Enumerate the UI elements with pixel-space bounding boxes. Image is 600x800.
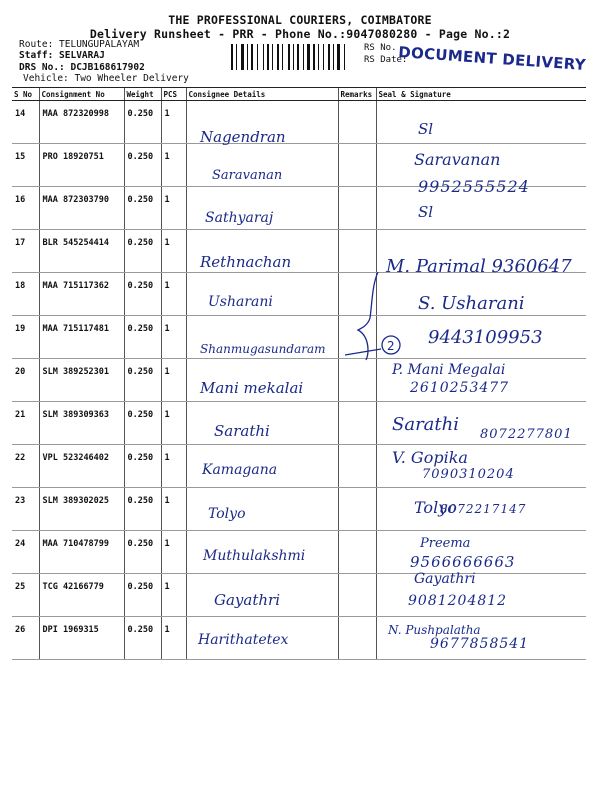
weight-cell: 0.250: [124, 144, 161, 187]
staff-label: Staff: SELVARAJ: [19, 50, 105, 61]
handwritten-consignee: Rethnachan: [200, 253, 292, 271]
handwritten-signature: M. Parimal 9360647: [386, 256, 572, 277]
col-weight: Weight: [124, 88, 161, 101]
handwritten-phone: 8072277801: [480, 427, 573, 442]
handwritten-consignee: Harithatetex: [198, 632, 289, 648]
handwritten-signature: Tolyo: [414, 498, 457, 517]
pcs-cell: 1: [161, 488, 186, 531]
pcs-cell: 1: [161, 402, 186, 445]
handwritten-signature: S. Usharani: [418, 293, 525, 314]
weight-cell: 0.250: [124, 574, 161, 617]
handwritten-consignee: Mani mekalai: [200, 379, 304, 397]
pcs-cell: 1: [161, 531, 186, 574]
sno-cell: 22: [12, 445, 39, 488]
sno-cell: 21: [12, 402, 39, 445]
route-label: Route: TELUNGUPALAYAM: [19, 39, 140, 50]
consignment-cell: MAA 715117481: [39, 316, 124, 359]
sno-cell: 17: [12, 230, 39, 273]
sno-cell: 19: [12, 316, 39, 359]
weight-cell: 0.250: [124, 101, 161, 144]
bracket-stroke: [358, 272, 378, 360]
consignment-cell: SLM 389309363: [39, 402, 124, 445]
handwritten-signature: Sl: [418, 120, 434, 138]
document-delivery-stamp: DOCUMENT DELIVERY: [397, 43, 587, 75]
sno-cell: 23: [12, 488, 39, 531]
pcs-cell: 1: [161, 187, 186, 230]
handwritten-phone: 9677858541: [430, 636, 530, 652]
handwritten-signature: P. Mani Megalai: [392, 362, 506, 378]
handwritten-consignee: Saravanan: [212, 168, 283, 183]
pcs-cell: 1: [161, 316, 186, 359]
consignment-cell: BLR 545254414: [39, 230, 124, 273]
rs-date-label: RS Date:: [364, 55, 408, 65]
handwritten-phone: 7090310204: [422, 467, 515, 482]
handwritten-signature: Preema: [420, 536, 471, 551]
consignment-cell: SLM 389252301: [39, 359, 124, 402]
col-remarks: Remarks: [338, 88, 376, 101]
circled-number: 2: [387, 339, 395, 353]
weight-cell: 0.250: [124, 488, 161, 531]
col-signature: Seal & Signature: [376, 88, 586, 101]
handwritten-consignee: Kamagana: [202, 462, 278, 478]
sno-cell: 15: [12, 144, 39, 187]
handwritten-consignee: Gayathri: [214, 591, 280, 609]
connector-stroke: [345, 349, 381, 355]
handwritten-phone: 8072217147: [440, 502, 527, 516]
pcs-cell: 1: [161, 230, 186, 273]
handwritten-signature: Saravanan: [414, 150, 501, 169]
handwritten-signature: Sl: [418, 203, 434, 221]
weight-cell: 0.250: [124, 359, 161, 402]
consignment-cell: TCG 42166779: [39, 574, 124, 617]
consignment-cell: MAA 710478799: [39, 531, 124, 574]
sno-cell: 25: [12, 574, 39, 617]
sno-cell: 18: [12, 273, 39, 316]
col-sno: S No: [12, 88, 39, 101]
sno-cell: 20: [12, 359, 39, 402]
weight-cell: 0.250: [124, 230, 161, 273]
handwritten-phone: 2610253477: [410, 380, 510, 396]
weight-cell: 0.250: [124, 316, 161, 359]
handwritten-consignee: Tolyo: [208, 506, 246, 522]
handwritten-consignee: Usharani: [208, 294, 273, 310]
handwritten-phone: 9081204812: [408, 593, 508, 609]
pcs-cell: 1: [161, 101, 186, 144]
weight-cell: 0.250: [124, 617, 161, 660]
drs-label: DRS No.: DCJB168617902: [19, 62, 145, 73]
sno-cell: 24: [12, 531, 39, 574]
handwritten-phone: 9566666663: [410, 553, 516, 571]
handwritten-signature: 9443109953: [428, 327, 543, 348]
consignment-cell: MAA 715117362: [39, 273, 124, 316]
weight-cell: 0.250: [124, 402, 161, 445]
handwritten-consignee: Muthulakshmi: [203, 548, 306, 564]
consignment-cell: MAA 872303790: [39, 187, 124, 230]
weight-cell: 0.250: [124, 531, 161, 574]
pcs-cell: 1: [161, 359, 186, 402]
pcs-cell: 1: [161, 617, 186, 660]
handwritten-signature: Sarathi: [392, 414, 459, 435]
handwritten-consignee: Sathyaraj: [205, 210, 274, 226]
consignment-cell: DPI 1969315: [39, 617, 124, 660]
handwritten-signature: N. Pushpalatha: [388, 623, 481, 637]
pcs-cell: 1: [161, 574, 186, 617]
handwritten-consignee: Nagendran: [200, 128, 286, 146]
col-consignment: Consignment No: [39, 88, 124, 101]
pcs-cell: 1: [161, 144, 186, 187]
sno-cell: 14: [12, 101, 39, 144]
col-consignee: Consignee Details: [186, 88, 338, 101]
pcs-cell: 1: [161, 445, 186, 488]
handwritten-consignee: Sarathi: [214, 422, 270, 440]
weight-cell: 0.250: [124, 187, 161, 230]
sno-cell: 16: [12, 187, 39, 230]
consignment-cell: PRO 18920751: [39, 144, 124, 187]
weight-cell: 0.250: [124, 445, 161, 488]
runsheet-title: Delivery Runsheet - PRR - Phone No.:9047080280 - Page No.:2: [89, 27, 511, 41]
pcs-cell: 1: [161, 273, 186, 316]
vehicle-label: Vehicle: Two Wheeler Delivery: [23, 73, 189, 84]
consignment-cell: SLM 389302025: [39, 488, 124, 531]
handwritten-consignee: Shanmugasundaram: [200, 342, 326, 356]
sno-cell: 26: [12, 617, 39, 660]
handwritten-signature: V. Gopika: [392, 448, 468, 467]
col-pcs: PCS: [161, 88, 186, 101]
weight-cell: 0.250: [124, 273, 161, 316]
handwritten-phone: 9952555524: [418, 177, 530, 196]
consignment-cell: VPL 523246402: [39, 445, 124, 488]
handwritten-signature: Gayathri: [414, 571, 476, 587]
rs-no-label: RS No.: [364, 43, 397, 53]
company-title: THE PROFESSIONAL COURIERS, COIMBATORE: [168, 13, 432, 27]
consignment-cell: MAA 872320998: [39, 101, 124, 144]
